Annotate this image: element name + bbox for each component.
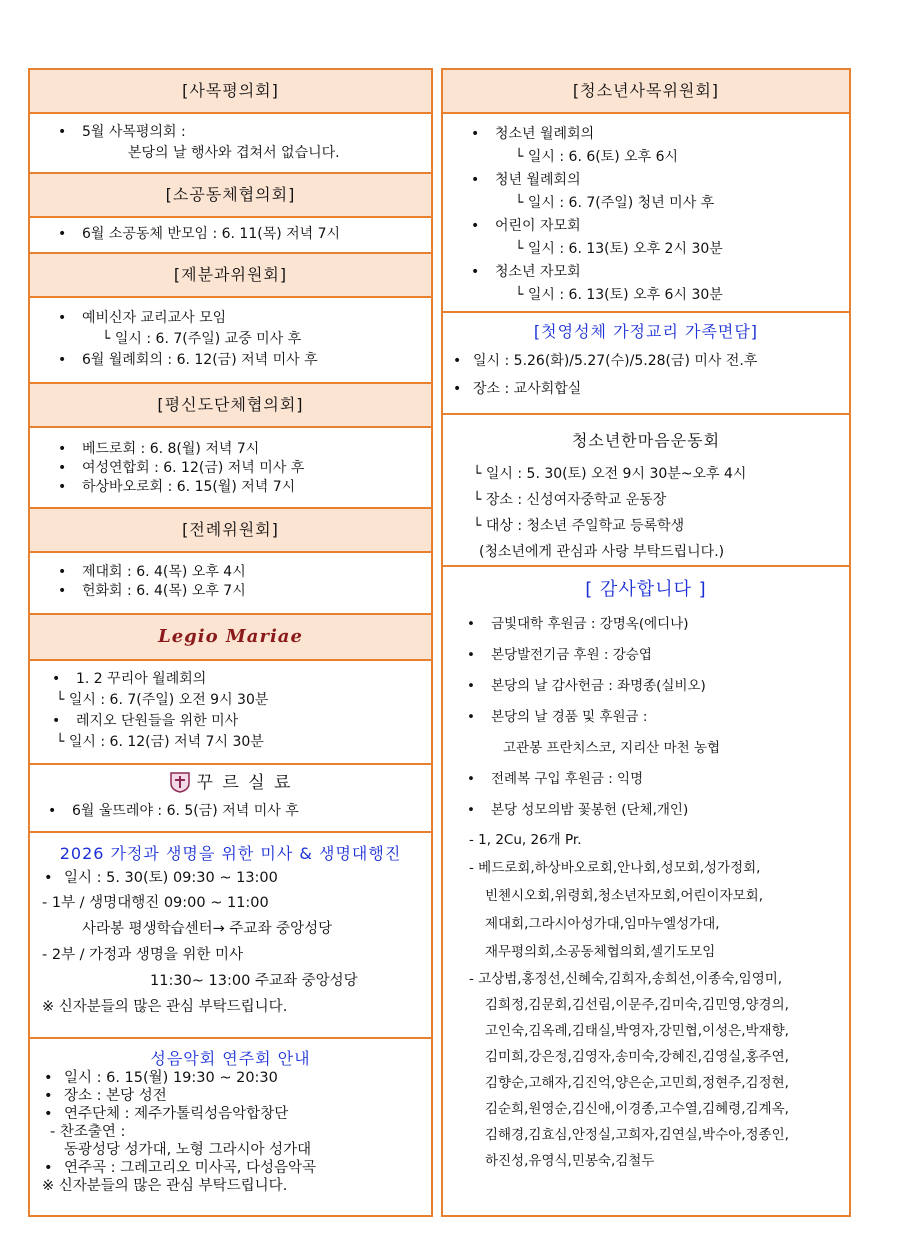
- list-item: └ 일시 : 6. 6(토) 오후 6시: [515, 149, 679, 165]
- list-item: • 본당발전기금 후원 : 강승엽: [463, 640, 845, 671]
- list-item: 김희정,김문회,김선림,이문주,김미숙,김민영,양경의,: [485, 997, 789, 1013]
- list-item: └ 일시 : 6. 13(토) 오후 2시 30분: [515, 241, 723, 257]
- list-item: 재무평의회,소공동체협의회,셀기도모임: [485, 944, 716, 960]
- list-item: 제대회,그라시아성가대,임마누엘성가대,: [485, 916, 720, 932]
- list-item: • 청년 월례회의: [467, 168, 839, 192]
- list-item: └ 일시 : 6. 13(토) 오후 6시 30분: [515, 287, 723, 303]
- list-item: • 제대회 : 6. 4(목) 오후 4시: [54, 563, 421, 582]
- list-item: • 여성연합회 : 6. 12(금) 저녁 미사 후: [54, 459, 421, 478]
- section-title: [소공동체협의회]: [30, 174, 431, 218]
- section-small-community: [30, 174, 431, 254]
- section-laity: [30, 384, 431, 509]
- list-item: • 6월 월례회의 : 6. 12(금) 저녁 미사 후: [54, 350, 421, 371]
- list-item: • 1. 2 꾸리아 월례회의: [48, 669, 421, 690]
- section-header: [30, 765, 431, 801]
- list-item: • 일시 : 5.26(화)/5.27(수)/5.28(금) 미사 전.후: [449, 347, 845, 375]
- list-item: - 찬조출연 :: [50, 1124, 126, 1140]
- list-item: • 장소 : 본당 성전: [40, 1087, 427, 1105]
- list-item: - 고상범,홍정선,신혜숙,김희자,송희선,이종숙,임영미,: [469, 971, 783, 987]
- list-item: 사라봉 평생학습센터→ 주교좌 중앙성당: [82, 921, 333, 937]
- section-legio-mariae: [30, 615, 431, 765]
- list-item: • 6월 소공동체 반모임 : 6. 11(목) 저녁 7시: [54, 224, 421, 245]
- list-item: 하진성,유영식,민봉숙,김철두: [485, 1153, 655, 1169]
- list-item: ※ 신자분들의 많은 관심 부탁드립니다.: [42, 999, 288, 1015]
- section-cursillo: [30, 765, 431, 833]
- list-item: • 일시 : 5. 30(토) 09:30 ~ 13:00: [40, 866, 427, 890]
- list-item: 본당의 날 행사와 겹쳐서 없습니다.: [128, 145, 340, 161]
- list-item: • 전례복 구입 후원금 : 익명: [463, 764, 845, 795]
- section-title: [첫영성체 가정교리 가족면담]: [533, 322, 759, 341]
- section-title: [평신도단체협의회]: [30, 384, 431, 428]
- section-title: 성음악회 연주회 안내: [150, 1049, 311, 1068]
- list-item: 고인숙,김옥례,김태실,박영자,강민협,이성은,박재향,: [485, 1023, 789, 1039]
- list-item: 고관봉 프란치스코, 지리산 마천 농협: [503, 740, 721, 756]
- section-thanks: [443, 567, 849, 1215]
- list-item: └ 대상 : 청소년 주일학교 등록학생: [473, 518, 685, 534]
- list-item: • 일시 : 6. 15(월) 19:30 ~ 20:30: [40, 1069, 427, 1087]
- list-item: • 본당의 날 감사헌금 : 좌명종(실비오): [463, 671, 845, 702]
- list-item: • 청소년 자모회: [467, 260, 839, 284]
- list-item: - 1부 / 생명대행진 09:00 ~ 11:00: [42, 895, 269, 911]
- list-item: • 헌화회 : 6. 4(목) 오후 7시: [54, 582, 421, 601]
- list-item: • 장소 : 교사회합실: [449, 375, 845, 403]
- list-item: • 6월 울뜨레야 : 6. 5(금) 저녁 미사 후: [44, 801, 421, 822]
- list-item: └ 일시 : 6. 7(주일) 청년 미사 후: [515, 195, 715, 211]
- list-item: 김해경,김효심,안정실,고희자,김연실,박수아,정종인,: [485, 1127, 789, 1143]
- list-item: • 하상바오로회 : 6. 15(월) 저녁 7시: [54, 478, 421, 497]
- list-item: (청소년에게 관심과 사랑 부탁드립니다.): [479, 544, 725, 560]
- list-item: 김미희,강은정,김영자,송미숙,강혜진,김영실,홍주연,: [485, 1049, 789, 1065]
- section-family-life-mass: [30, 833, 431, 1039]
- list-item: • 어린이 자모회: [467, 214, 839, 238]
- section-pastoral-council: [30, 70, 431, 174]
- right-column: [441, 68, 851, 1217]
- list-item: - 베드로회,하상바오로회,안나회,성모회,성가정회,: [469, 860, 761, 876]
- list-item: • 레지오 단원들을 위한 미사: [48, 711, 421, 732]
- section-title: Legio Mariae: [30, 615, 431, 661]
- section-title: 2026 가정과 생명을 위한 미사 & 생명대행진: [59, 844, 402, 863]
- list-item: • 연주단체 : 제주가톨릭성음악합창단: [40, 1105, 427, 1123]
- left-column: [28, 68, 433, 1217]
- section-title: [청소년사목위원회]: [443, 70, 849, 114]
- section-youth-sports-day: [443, 415, 849, 567]
- list-item: └ 일시 : 6. 7(주일) 오전 9시 30분: [56, 692, 269, 708]
- section-title: 꾸 르 실 료: [196, 773, 293, 793]
- list-item: └ 일시 : 6. 12(금) 저녁 7시 30분: [56, 734, 264, 750]
- section-youth-pastoral: [443, 70, 849, 313]
- list-item: - 1, 2Cu, 26개 Pr.: [469, 832, 582, 848]
- section-committees: [30, 254, 431, 384]
- section-first-communion: [443, 313, 849, 415]
- list-item: • 청소년 월례회의: [467, 122, 839, 146]
- list-item: • 베드로회 : 6. 8(월) 저녁 7시: [54, 440, 421, 459]
- list-item: └ 장소 : 신성여자중학교 운동장: [473, 492, 667, 508]
- section-title: [사목평의회]: [30, 70, 431, 114]
- list-item: ※ 신자분들의 많은 관심 부탁드립니다.: [42, 1178, 288, 1194]
- list-item: • 예비신자 교리교사 모임: [54, 308, 421, 329]
- list-item: • 5월 사목평의회 :: [54, 122, 421, 143]
- list-item: └ 일시 : 6. 7(주일) 교중 미사 후: [102, 331, 302, 347]
- list-item: └ 일시 : 5. 30(토) 오전 9시 30분~오후 4시: [473, 466, 747, 482]
- list-item: • 금빛대학 후원금 : 강명옥(에디나): [463, 609, 845, 640]
- section-title: [제분과위원회]: [30, 254, 431, 298]
- section-title: [전례위원회]: [30, 509, 431, 553]
- section-title: 청소년한마음운동회: [571, 431, 721, 450]
- cursillo-logo-icon: [169, 771, 191, 793]
- list-item: 11:30~ 13:00 주교좌 중앙성당: [150, 973, 358, 989]
- section-liturgy: [30, 509, 431, 615]
- list-item: • 본당의 날 경품 및 후원금 :: [463, 702, 845, 733]
- list-item: • 연주곡 : 그레고리오 미사곡, 다성음악곡: [40, 1159, 427, 1177]
- list-item: - 2부 / 가정과 생명을 위한 미사: [42, 947, 244, 963]
- list-item: 동광성당 성가대, 노형 그라시아 성가대: [64, 1142, 312, 1158]
- section-sacred-concert: [30, 1039, 431, 1213]
- list-item: 빈첸시오회,위령회,청소년자모회,어린이자모회,: [485, 888, 763, 904]
- list-item: • 본당 성모의밤 꽃봉헌 (단체,개인): [463, 795, 845, 826]
- list-item: 김향순,고해자,김진억,양은순,고민희,정현주,김정현,: [485, 1075, 789, 1091]
- list-item: 김순희,원영순,김신애,이경종,고수열,김혜령,김계옥,: [485, 1101, 789, 1117]
- section-title: [ 감사합니다 ]: [585, 579, 707, 600]
